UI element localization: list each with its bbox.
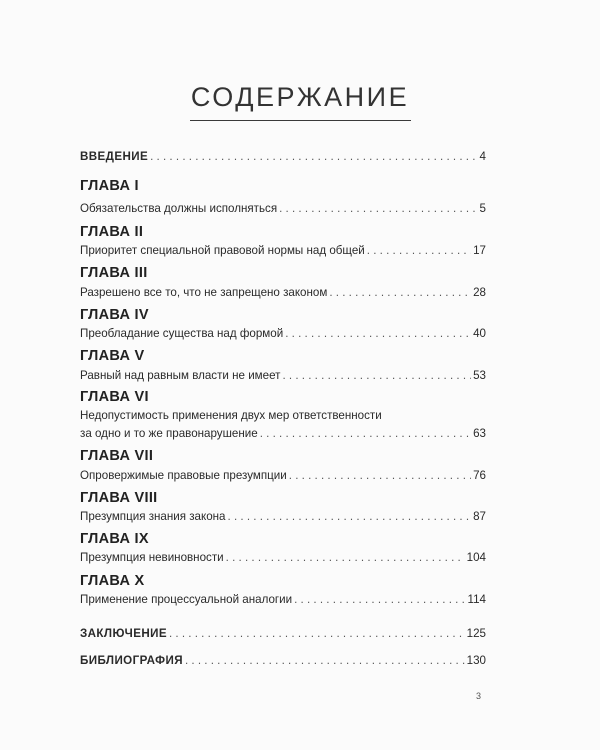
toc-entry-introduction[interactable] [80, 150, 486, 164]
toc-entry-title: Разрешено все то, что не запрещено законом [80, 286, 328, 299]
dot-leader [294, 593, 465, 607]
dot-leader [285, 327, 471, 341]
toc-entry-page: 104 [466, 551, 486, 564]
toc-entry-chapter-2[interactable] [80, 244, 486, 258]
toc-entry-chapter-8[interactable] [80, 510, 486, 524]
toc-entry-page: 130 [466, 654, 486, 667]
chapter-heading: ГЛАВА I [80, 178, 139, 194]
dot-leader [367, 244, 471, 258]
dot-leader [279, 202, 477, 216]
chapter-heading: ГЛАВА IV [80, 307, 149, 323]
title-underline [190, 120, 411, 121]
toc-entry-chapter-10[interactable] [80, 593, 486, 607]
toc-entry-chapter-9[interactable] [80, 551, 486, 565]
chapter-heading: ГЛАВА X [80, 573, 145, 589]
toc-entry-page: 63 [473, 427, 486, 440]
dot-leader [228, 510, 472, 524]
toc-entry-page: 28 [473, 286, 486, 299]
dot-leader [169, 627, 465, 641]
toc-entry-title: Презумпция невиновности [80, 551, 224, 564]
toc-entry-chapter-6[interactable] [80, 427, 486, 441]
toc-entry-label: ЗАКЛЮЧЕНИЕ [80, 627, 167, 640]
dot-leader [329, 286, 471, 300]
chapter-heading: ГЛАВА IX [80, 531, 149, 547]
toc-entry-page: 17 [473, 244, 486, 257]
toc-entry-page: 125 [466, 627, 486, 640]
toc-entry-title: за одно и то же правонарушение [80, 427, 258, 440]
chapter-heading: ГЛАВА V [80, 348, 145, 364]
toc-entry-page: 40 [473, 327, 486, 340]
dot-leader [150, 150, 477, 164]
dot-leader [289, 469, 471, 483]
toc-entry-conclusion[interactable] [80, 627, 486, 641]
page-title: СОДЕРЖАНИЕ [190, 82, 410, 112]
toc-entry-chapter-7[interactable] [80, 469, 486, 483]
toc-entry-label: ВВЕДЕНИЕ [80, 150, 149, 163]
toc-entry-title-line: Недопустимость применения двух мер ответственности [80, 409, 382, 422]
dot-leader [282, 369, 471, 383]
toc-entry-page: 114 [467, 593, 486, 606]
chapter-heading: ГЛАВА III [80, 265, 148, 281]
dot-leader [260, 427, 471, 441]
toc-entry-title: Опровержимые правовые презумпции [80, 469, 287, 482]
toc-entry-page: 76 [473, 469, 486, 482]
toc-entry-title: Преобладание существа над формой [80, 327, 284, 340]
toc-entry-title: Применение процессуальной аналогии [80, 593, 293, 606]
dot-leader [185, 654, 465, 668]
toc-entry-chapter-4[interactable] [80, 327, 486, 341]
toc-entry-chapter-5[interactable] [80, 369, 486, 383]
toc-entry-page: 4 [479, 150, 486, 163]
toc-entry-page: 53 [473, 369, 486, 382]
chapter-heading: ГЛАВА VIII [80, 490, 158, 506]
toc-entry-page: 5 [479, 202, 486, 215]
toc-entry-title: Равный над равным власти не имеет [80, 369, 281, 382]
toc-entry-label: БИБЛИОГРАФИЯ [80, 654, 183, 667]
toc-entry-page: 87 [473, 510, 486, 523]
chapter-heading: ГЛАВА II [80, 224, 144, 240]
toc-entry-title: Обязательства должны исполняться [80, 202, 278, 215]
dot-leader [226, 551, 465, 565]
chapter-heading: ГЛАВА VI [80, 389, 149, 405]
page-number: 3 [476, 691, 482, 701]
toc-entry-title: Приоритет специальной правовой нормы над общей [80, 244, 365, 257]
toc-entry-title: Презумпция знания закона [80, 510, 226, 523]
toc-entry-chapter-3[interactable] [80, 286, 486, 300]
toc-entry-chapter-1[interactable] [80, 202, 486, 216]
chapter-heading: ГЛАВА VII [80, 448, 154, 464]
toc-entry-bibliography[interactable] [80, 654, 486, 668]
